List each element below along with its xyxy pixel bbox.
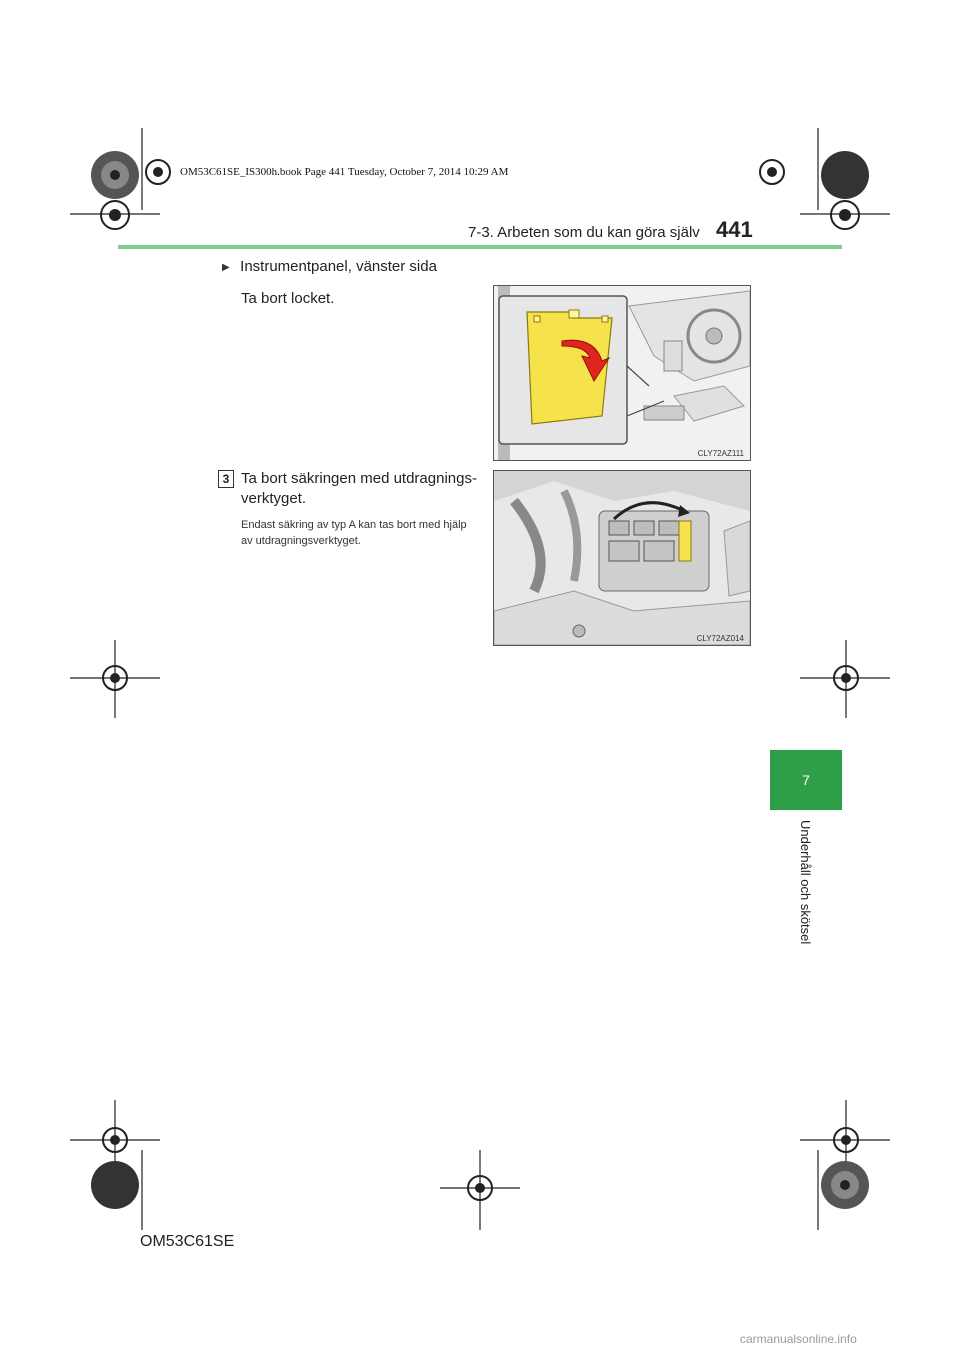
triangle-bullet-icon: ▶ [222, 261, 230, 273]
registration-mark-right-top [825, 195, 865, 235]
registration-mark-mid-right [826, 658, 866, 698]
section-title: 7-3. Arbeten som du kan göra själv [468, 224, 700, 241]
footer-doc-code: OM53C61SE [140, 1233, 235, 1250]
figure-fuse-cover [493, 285, 751, 461]
dashboard-cover-illustration [494, 286, 750, 460]
step-text-line-1: Ta bort säkringen med utdragnings- [241, 470, 477, 487]
engine-bay-illustration [494, 471, 750, 645]
registration-mark-corner-bottom-left [85, 1155, 145, 1215]
registration-mark-left-top [95, 195, 135, 235]
figure-1-code: CLY72AZ111 [697, 449, 744, 458]
book-info-line: OM53C61SE_IS300h.book Page 441 Tuesday, October 7, 2014 10:29 AM [180, 166, 509, 178]
registration-mark-bottom-right [826, 1120, 866, 1160]
instruction-remove-cover: Ta bort locket. [241, 290, 335, 307]
step-number-badge: 3 [218, 470, 234, 488]
registration-mark-bottom-left [95, 1120, 135, 1160]
registration-mark-bottom-center [460, 1168, 500, 1208]
note-text: Endast säkring av typ A kan tas bort med hjälp av utdragningsverktyget. [241, 519, 467, 547]
bullet-text: Instrumentpanel, vänster sida [240, 258, 437, 275]
step-text-line-2: verktyget. [241, 490, 307, 507]
figure-fuse-removal [493, 470, 751, 646]
watermark-text: carmanualsonline.info [740, 1332, 857, 1346]
chapter-tab [770, 750, 842, 810]
registration-mark-book-right [752, 152, 792, 192]
page-number: 441 [716, 217, 753, 242]
bullet-item [222, 258, 437, 275]
figure-2-code: CLY72AZ014 [696, 634, 744, 643]
chapter-label: Underhåll och skötsel [798, 820, 813, 945]
header-rule [118, 245, 842, 249]
registration-mark-corner-bottom-right [815, 1155, 875, 1215]
registration-mark-mid-left [95, 658, 135, 698]
registration-mark-book-left [138, 152, 178, 192]
chapter-number: 7 [802, 772, 810, 788]
